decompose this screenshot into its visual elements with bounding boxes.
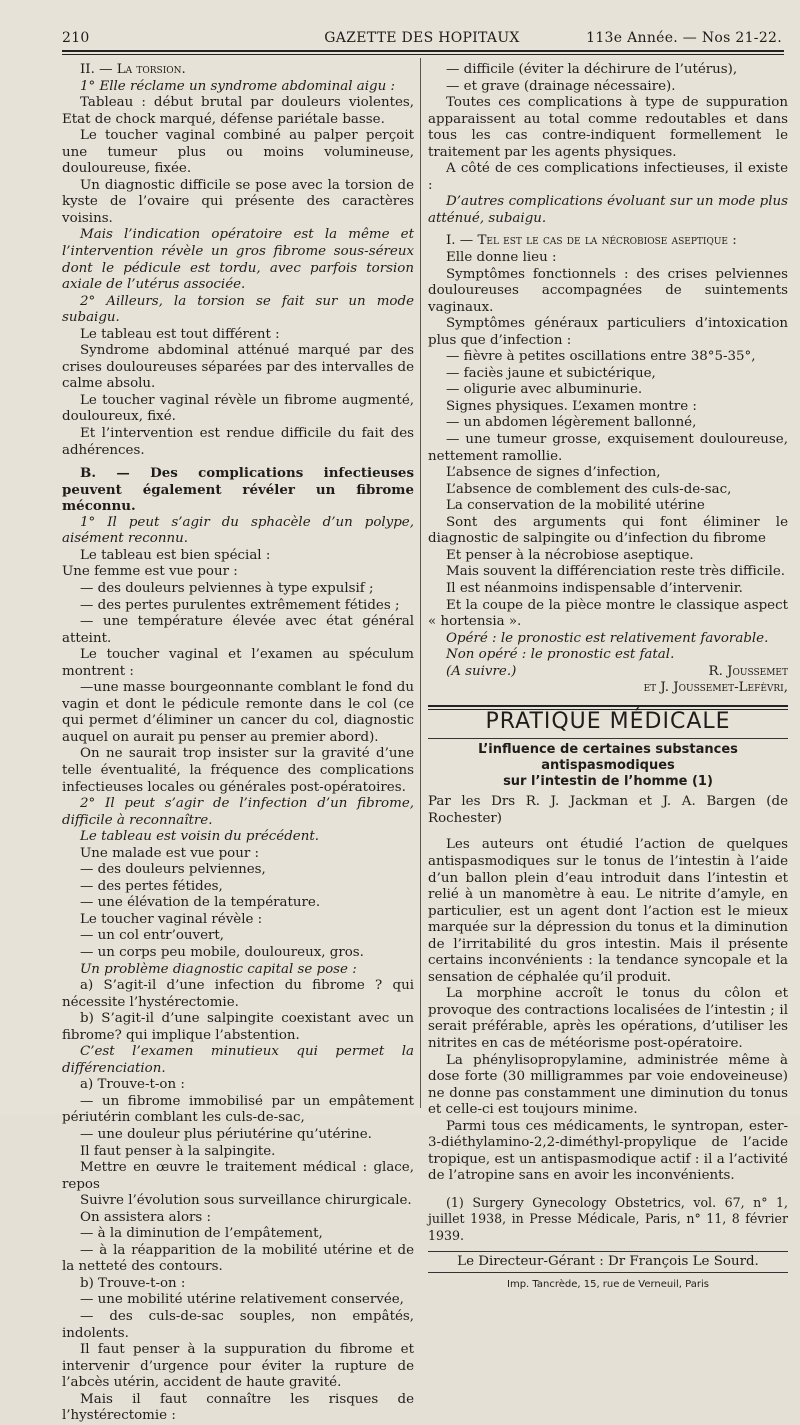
paragraph: a) Trouve-t-on : xyxy=(80,1077,185,1093)
list-item: — des pertes purulentes extrêmement fétides ; xyxy=(80,597,400,613)
paragraph: Symptômes généraux particuliers d’intoxication plus que d’infection : xyxy=(428,316,788,348)
issue-number: 113e Année. — Nos 21-22. xyxy=(586,30,782,46)
paragraph: Un problème diagnostic capital se pose : xyxy=(80,961,357,977)
signature-line xyxy=(428,664,788,681)
list-item: — des culs-de-sac souples, non empâtés, indolents. xyxy=(62,1309,414,1341)
paragraph: Il faut penser à la suppuration du fibrome et intervenir d’urgence pour éviter la rupture de l’abcès utérin, accident de haute gravité. xyxy=(62,1342,414,1391)
list-item: — une tumeur grosse, exquisement douloureuse, nettement ramollie. xyxy=(428,432,788,464)
paragraph: Mais l’indication opératoire est la même et l’intervention révèle un gros fibrome sous-séreux dont le pédicule est tordu, avec parfois torsion axiale de l’utérus associée. xyxy=(62,227,414,293)
paragraph: Et la coupe de la pièce montre le classique aspect « hortensia ». xyxy=(428,597,788,630)
article-authors: Par les Drs R. J. Jackman et J. A. Bargen (de Rochester) xyxy=(428,794,788,826)
paragraph: a) S’agit-il d’une infection du fibrome ? qui nécessite l’hystérectomie. xyxy=(62,978,414,1010)
list-item: — et grave (drainage nécessaire). xyxy=(446,78,676,94)
paragraph: Le toucher vaginal et l’examen au spéculum montrent : xyxy=(62,647,414,679)
paragraph: Tableau : début brutal par douleurs violentes, Etat de chock marqué, défense pariétale basse. xyxy=(62,95,414,127)
paragraph: Les auteurs ont étudié l’action de quelques antispasmodiques sur le tonus de l’intestin à l’aide d’un ballon plein d’eau introduit dans l’intestin et relié à un manomètre à eau. Le nitrite d’amyle, en particulier, est un agent dont l’action est le mieux marquée sur la dépression du tonus et la diminution de l’irritabilité du gros intestin. Mais il présente certains inconvénients : la tendance syncopale et la sensation de céphalée qu’il produit. xyxy=(428,837,788,985)
list-item: — un fibrome immobilisé par un empâtement périutérin comblant les culs-de-sac, xyxy=(62,1093,414,1126)
paragraph: Toutes ces complications à type de suppuration apparaissent au total comme redoutables et dans tous les cas contre-indiquent formellement le traitement par les agents physiques. xyxy=(428,95,788,160)
paragraph: Symptômes fonctionnels : des crises pelviennes douloureuses accompagnées de suintements vaginaux. xyxy=(428,266,788,315)
paragraph: Une femme est vue pour : xyxy=(62,564,238,580)
paragraph: L’absence de signes d’infection, xyxy=(446,465,661,481)
paragraph: Le tableau est tout différent : xyxy=(80,326,280,342)
list-item: — fièvre à petites oscillations entre 38°5-35°, xyxy=(446,349,756,365)
paragraph: L’absence de comblement des culs-de-sac, xyxy=(446,481,732,497)
page-number: 210 xyxy=(62,30,90,46)
paragraph: Syndrome abdominal atténué marqué par des crises douloureuses séparées par des intervalles de calme absolu. xyxy=(62,343,414,392)
paragraph: A côté de ces complications infectieuses, il existe : xyxy=(428,161,788,193)
list-item: — des pertes fétides, xyxy=(80,878,223,894)
list-item: —une masse bourgeonnante comblant le fond du vagin et dont le pédicule remonte dans le col (ce qui permet d’éliminer un cancer du col, diagnostic auquel on aurait pu penser au premier abord). xyxy=(62,680,414,745)
paragraph: b) S’agit-il d’une salpingite coexistant avec un fibrome? qui implique l’abstention. xyxy=(62,1011,414,1043)
paragraph: On assistera alors : xyxy=(80,1209,212,1225)
paragraph: La morphine accroît le tonus du côlon et provoque des contractions localisées de l’intestin ; il serait préférable, après les opérations, d’utiliser les nitrites en cas de météorisme post-opératoire. xyxy=(428,986,788,1051)
paragraph: Suivre l’évolution sous surveillance chirurgicale. xyxy=(80,1193,412,1209)
paragraph: Le toucher vaginal combiné au palper perçoit une tumeur plus ou moins volumineuse, douloureuse, fixée. xyxy=(62,128,414,177)
paragraph: 1° Elle réclame un syndrome abdominal aigu : xyxy=(80,78,395,94)
paragraph: Le tableau est bien spécial : xyxy=(80,547,271,563)
list-item: — oligurie avec albuminurie. xyxy=(446,382,643,398)
section-heading: B. — Des complications infectieuses peuvent également révéler un fibrome méconnu. xyxy=(62,465,414,515)
list-item: — des douleurs pelviennes à type expulsif ; xyxy=(80,580,374,596)
article-title: L’influence de certaines substances antispasmodiques xyxy=(478,742,738,774)
left-column xyxy=(62,62,414,1425)
paragraph: Mais souvent la différenciation reste très difficile. xyxy=(446,564,786,580)
paragraph: Signes physiques. L’examen montre : xyxy=(446,398,697,414)
paragraph: Il est néanmoins indispensable d’intervenir. xyxy=(446,580,743,596)
paragraph: Le toucher vaginal révèle un fibrome augmenté, douloureux, fixé. xyxy=(62,392,414,425)
paragraph: 1° Il peut s’agir du sphacèle d’un polype, aisément reconnu. xyxy=(62,514,414,547)
list-item: — un col entr’ouvert, xyxy=(80,928,225,944)
paragraph: La conservation de la mobilité utérine xyxy=(446,498,705,514)
paragraph: Le toucher vaginal révèle : xyxy=(80,911,263,927)
paragraph: Et l’intervention est rendue difficile du fait des adhérences. xyxy=(62,426,414,458)
journal-title: GAZETTE DES HOPITAUX xyxy=(324,30,520,46)
paragraph: 2° Il peut s’agir de l’infection d’un fibrome, difficile à reconnaître. xyxy=(62,796,414,828)
column-divider xyxy=(420,58,421,1108)
section-title: PRATIQUE MÉDICALE xyxy=(485,708,731,734)
footnote: (1) Surgery Gynecology Obstetrics, vol. 67, n° 1, juillet 1938, in Presse Médicale, Paris, n° 11, 8 février 1939. xyxy=(428,1194,788,1243)
right-column xyxy=(428,62,788,1294)
paragraph: Mettre en œuvre le traitement médical : glace, repos xyxy=(62,1160,414,1192)
paragraph: Parmi tous ces médicaments, le syntropan, ester-3-diéthylamino-2,2-diméthyl-propylique de l’acide tropique, est un antispasmodique actif : il a l’activité de l’atropine sans en avoir les inconvénients. xyxy=(428,1118,788,1184)
paragraph: La phénylisopropylamine, administrée même à dose forte (30 milligrammes par voie endoveineuse) ne donne pas constamment une diminution du tonus et celle-ci est toujours minime. xyxy=(428,1052,788,1118)
printer-imprint: Imp. Tancrède, 15, rue de Verneuil, Paris xyxy=(507,1279,709,1291)
list-item: — des douleurs pelviennes, xyxy=(80,862,266,878)
publisher-line: Le Directeur-Gérant : Dr François Le Sourd. xyxy=(428,1251,788,1274)
list-item: — un abdomen légèrement ballonné, xyxy=(446,415,697,431)
paragraph: C’est l’examen minutieux qui permet la différenciation. xyxy=(62,1044,414,1076)
paragraph: 2° Ailleurs, la torsion se fait sur un mode subaigu. xyxy=(62,293,414,326)
author-name: R. Joussemet xyxy=(708,663,788,679)
section-heading: I. — Tel est le cas de la nécrobiose aseptique : xyxy=(446,233,737,249)
list-item: — difficile (éviter la déchirure de l’utérus), xyxy=(446,62,738,77)
paragraph: D’autres complications évoluant sur un mode plus atténué, subaigu. xyxy=(428,194,788,226)
header-rule xyxy=(62,50,784,55)
page-header xyxy=(62,28,782,50)
author-name: et J. Joussemet-Lefèvri, xyxy=(643,680,788,696)
list-item: — une température élevée avec état général atteint. xyxy=(62,614,414,646)
paragraph: Le tableau est voisin du précédent. xyxy=(80,829,319,845)
list-item: — une élévation de la température. xyxy=(80,895,321,911)
list-item: — faciès jaune et subictérique, xyxy=(446,365,656,381)
list-item: — une mobilité utérine relativement conservée, xyxy=(80,1292,404,1308)
paragraph: b) Trouve-t-on : xyxy=(80,1275,186,1291)
list-item: — un corps peu mobile, douloureux, gros. xyxy=(80,944,364,960)
article-title: sur l’intestin de l’homme (1) xyxy=(503,774,713,790)
paragraph: Un diagnostic difficile se pose avec la torsion de kyste de l’ovaire qui présente des caractères voisins. xyxy=(62,177,414,226)
section-heading: II. — La torsion. xyxy=(80,62,186,77)
paragraph: Et penser à la nécrobiose aseptique. xyxy=(446,547,694,563)
list-item: — à la diminution de l’empâtement, xyxy=(80,1226,323,1242)
paragraph: On ne saurait trop insister sur la gravité d’une telle éventualité, la fréquence des complications infectieuses locales ou générales post-opératoires. xyxy=(62,746,414,795)
paragraph: Non opéré : le pronostic est fatal. xyxy=(446,647,675,663)
paragraph: Mais il faut connaître les risques de l’hystérectomie : xyxy=(62,1391,414,1424)
paragraph: Une malade est vue pour : xyxy=(80,845,260,861)
list-item: — une douleur plus périutérine qu’utérine. xyxy=(80,1127,372,1142)
paragraph: Elle donne lieu : xyxy=(446,250,557,266)
title-rule xyxy=(428,738,788,739)
paragraph: Il faut penser à la salpingite. xyxy=(80,1143,276,1159)
paragraph: Sont des arguments qui font éliminer le diagnostic de salpingite ou d’infection du fibrome xyxy=(428,514,788,547)
list-item: — à la réapparition de la mobilité utérine et de la netteté des contours. xyxy=(62,1242,414,1275)
paragraph: Opéré : le pronostic est relativement favorable. xyxy=(446,630,769,646)
to-be-continued: (A suivre.) xyxy=(446,663,517,679)
